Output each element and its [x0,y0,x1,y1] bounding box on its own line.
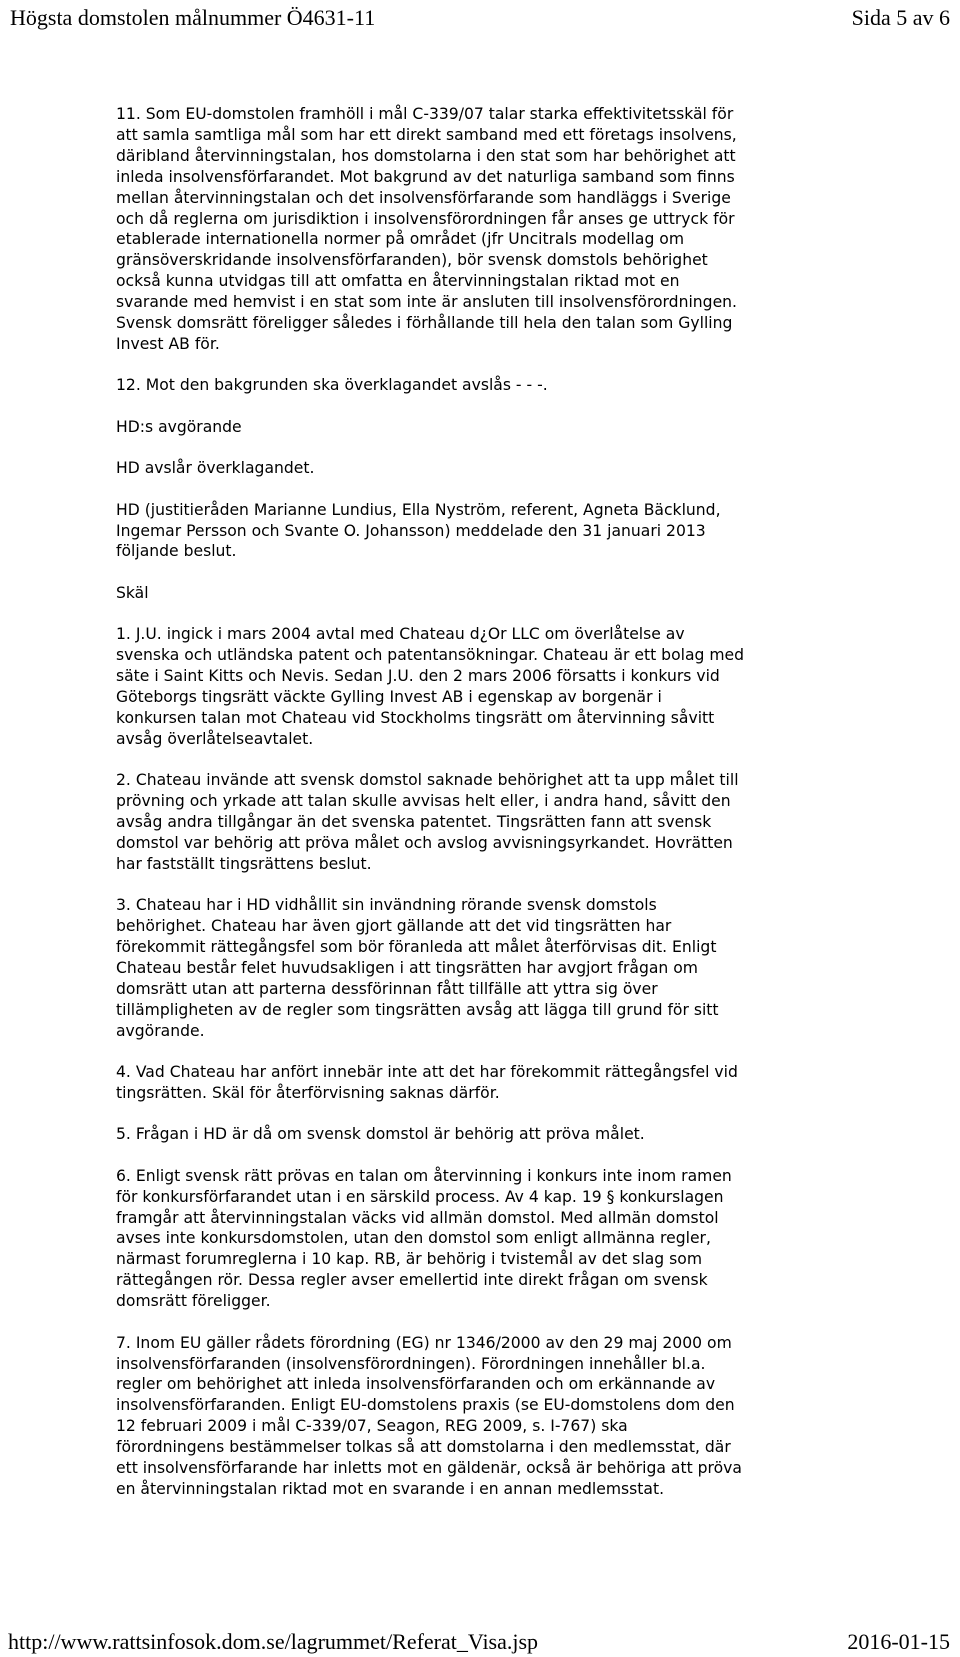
text-line: 2. Chateau invände att svensk domstol saknade behörighet att ta upp målet till [116,771,739,790]
text-line: tillämpligheten av de regler som tingsrätten avsåg att lägga till grund för sitt [116,1000,719,1019]
page-number: Sida 5 av 6 [851,5,950,30]
document-body [116,104,836,1520]
text-line: prövning och yrkade att talan skulle avvisas helt eller, i andra hand, såvitt den [116,792,731,811]
text-line: inleda insolvensförfarandet. Mot bakgrund av det naturliga samband som finns [116,167,735,186]
text-line: svenska och utländska patent och patentansökningar. Chateau är ett bolag med [116,646,745,665]
text-line: HD avslår överklagandet. [116,459,315,478]
text-line: 12 februari 2009 i mål C-339/07, Seagon, REG 2009, s. I-767) ska [116,1417,628,1436]
paragraph [116,104,836,355]
text-line: domstol var behörig att pröva målet och avslog avvisningsyrkandet. Hovrätten [116,833,733,852]
text-line: HD:s avgörande [116,417,242,436]
text-line: däribland återvinningstalan, hos domstolarna i den stat som har behörighet att [116,146,736,165]
paragraph [116,895,836,1041]
text-line: 11. Som EU-domstolen framhöll i mål C-339/07 talar starka effektivitetsskäl för [116,105,734,123]
text-line: tingsrätten. Skäl för återförvisning saknas därför. [116,1083,500,1102]
document-title: Högsta domstolen målnummer Ö4631-11 [10,5,376,30]
text-line: ett insolvensförfarande har inletts mot en gäldenär, också är behöriga att pröva [116,1459,742,1478]
text-line: förordningens bestämmelser tolkas så att domstolarna i den medlemsstat, där [116,1438,731,1457]
text-line: 7. Inom EU gäller rådets förordning (EG) nr 1346/2000 av den 29 maj 2000 om [116,1333,732,1352]
text-line: domsrätt föreligger. [116,1292,271,1311]
text-line: Ingemar Persson och Svante O. Johansson) meddelade den 31 januari 2013 [116,521,706,540]
text-line: insolvensförfaranden. Enligt EU-domstolens praxis (se EU-domstolens dom den [116,1396,735,1415]
text-line: gränsöverskridande insolvensförfaranden), bör svensk domstols behörighet [116,251,708,270]
text-line: har fastställt tingsrättens beslut. [116,854,372,873]
text-line: en återvinningstalan riktad mot en svarande i en annan medlemsstat. [116,1479,665,1498]
text-line: etablerade internationella normer på området (jfr Uncitrals modellag om [116,230,685,249]
paragraph [116,500,836,563]
text-line: Invest AB för. [116,334,220,353]
paragraph [116,624,836,749]
paragraph [116,417,836,438]
text-line: Skäl [116,583,149,602]
text-line: konkursen talan mot Chateau vid Stockholms tingsrätt om återvinning såvitt [116,708,715,727]
text-line: 3. Chateau har i HD vidhållit sin invändning rörande svensk domstols [116,896,657,915]
text-line: Göteborgs tingsrätt väckte Gylling Invest AB i egenskap av borgenär i [116,687,662,706]
paragraph [116,1333,836,1500]
text-line: behörighet. Chateau har även gjort gällande att det vid tingsrätten har [116,917,672,936]
text-line: också kunna utvidgas till att omfatta en återvinningstalan riktad mot en [116,272,680,291]
text-line: HD (justitieråden Marianne Lundius, Ella Nyström, referent, Agneta Bäcklund, [116,500,721,519]
text-line: avsåg överlåtelseavtalet. [116,729,314,748]
text-line: 1. J.U. ingick i mars 2004 avtal med Chateau d¿Or LLC om överlåtelse av [116,625,685,644]
text-line: avses inte konkursdomstolen, utan den domstol som enligt allmänna regler, [116,1229,711,1248]
source-url: http://www.rattsinfosok.dom.se/lagrummet/Referat_Visa.jsp [8,1629,539,1654]
paragraph [116,458,836,479]
text-line: avsåg andra tillgångar än det svenska patentet. Tingsrätten fann att svensk [116,812,712,831]
text-line: 12. Mot den bakgrunden ska överklagandet avslås - - -. [116,376,548,395]
paragraph [116,1166,836,1312]
text-line: följande beslut. [116,542,237,561]
text-line: insolvensförfaranden (insolvensförordningen). Förordningen innehåller bl.a. [116,1354,706,1373]
text-line: regler om behörighet att inleda insolvensförfaranden och om erkännande av [116,1375,716,1394]
paragraph [116,770,836,875]
paragraph [116,375,836,396]
text-line: att samla samtliga mål som har ett direkt samband med ett företags insolvens, [116,125,737,144]
text-line: närmast forumreglerna i 10 kap. RB, är behörig i tvistemål av det slag som [116,1250,703,1269]
text-line: mellan återvinningstalan och det insolvensförfarande som handläggs i Sverige [116,188,731,207]
text-line: Chateau består felet huvudsakligen i att tingsrätten har avgjort frågan om [116,958,698,977]
text-line: svarande med hemvist i en stat som inte är ansluten till insolvensförordningen. [116,293,738,312]
text-line: Svensk domsrätt föreligger således i förhållande till hela den talan som Gylling [116,314,733,333]
text-line: och då reglerna om jurisdiktion i insolvensförordningen får anses ge uttryck för [116,209,735,228]
text-line: för konkursförfarandet utan i en särskild process. Av 4 kap. 19 § konkurslagen [116,1187,724,1206]
text-line: 6. Enligt svensk rätt prövas en talan om återvinning i konkurs inte inom ramen [116,1166,732,1185]
text-line: förekommit rättegångsfel som bör föranleda att målet återförvisas dit. Enligt [116,938,717,956]
text-line: säte i Saint Kitts och Nevis. Sedan J.U. den 2 mars 2006 försatts i konkurs vid [116,667,720,686]
text-line: framgår att återvinningstalan väcks vid allmän domstol. Med allmän domstol [116,1208,719,1227]
text-line: 5. Frågan i HD är då om svensk domstol är behörig att pröva målet. [116,1125,645,1144]
print-date: 2016-01-15 [847,1629,950,1654]
text-line: avgörande. [116,1021,205,1040]
text-line: domsrätt utan att parterna dessförinnan fått tillfälle att yttra sig över [116,979,658,998]
paragraph [116,583,836,604]
paragraph [116,1062,836,1104]
text-line: rättegången rör. Dessa regler avser emellertid inte direkt frågan om svensk [116,1271,708,1290]
paragraph [116,1124,836,1145]
text-line: 4. Vad Chateau har anfört innebär inte att det har förekommit rättegångsfel vid [116,1063,738,1082]
